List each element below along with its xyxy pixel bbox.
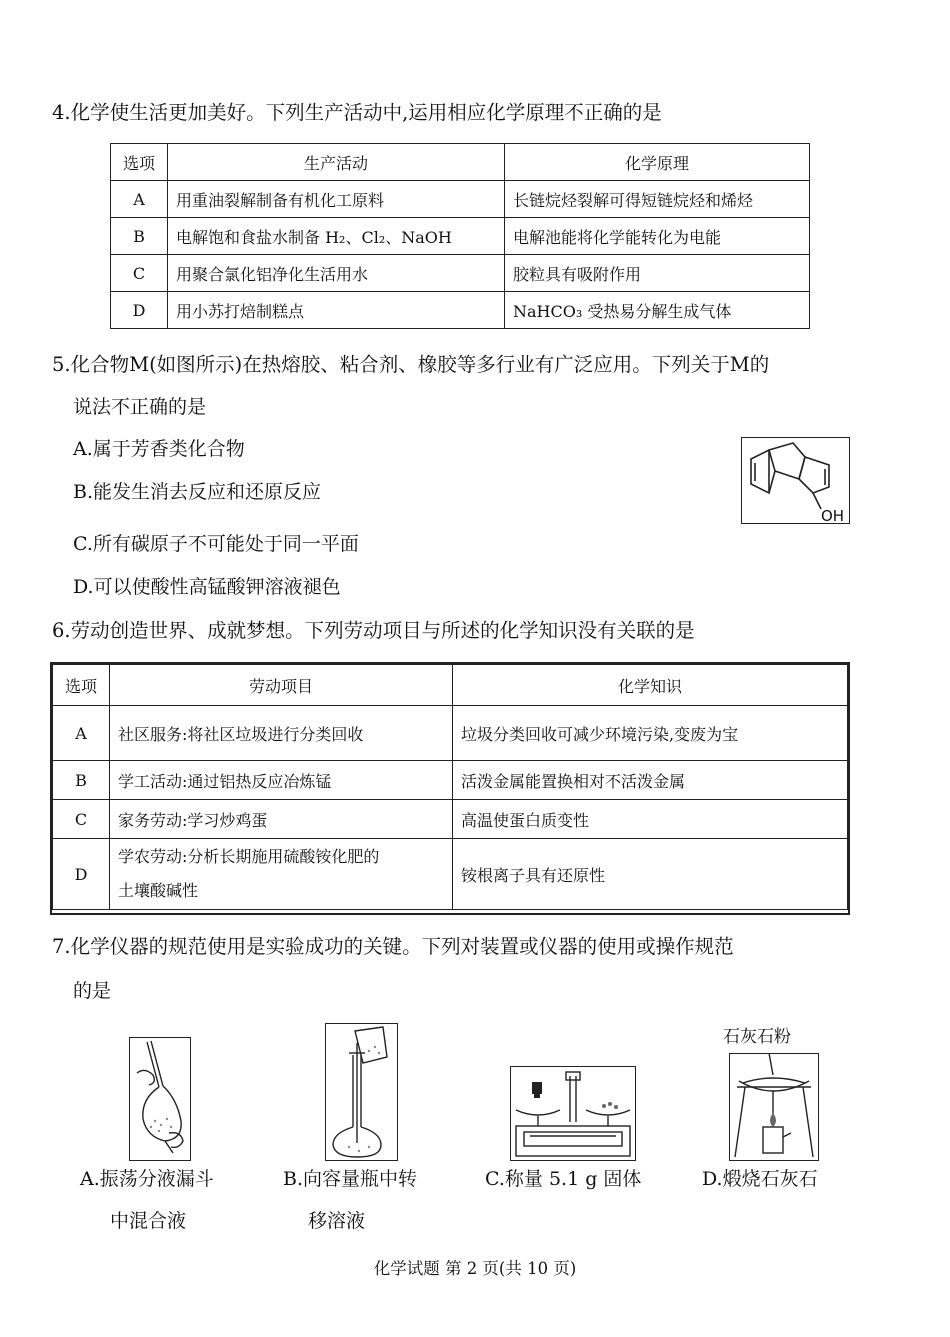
option-cell: C <box>111 255 168 292</box>
q7-option-d-line1: D.煅烧石灰石 <box>702 1168 818 1190</box>
activity-cell: 用小苏打焙制糕点 <box>168 292 505 329</box>
activity-cell: 用重油裂解制备有机化工原料 <box>168 181 505 218</box>
volumetric-flask-icon <box>325 1023 398 1161</box>
q5-option-a: A.属于芳香类化合物 <box>73 438 245 460</box>
header-cell: 选项 <box>111 144 168 181</box>
page-footer: 化学试题 第 2 页(共 10 页) <box>373 1259 577 1278</box>
option-cell: D <box>111 292 168 329</box>
option-cell: A <box>111 181 168 218</box>
q7-stem-line1: 7.化学仪器的规范使用是实验成功的关键。下列对装置或仪器的使用或操作规范 <box>52 935 734 958</box>
table-row <box>53 800 848 839</box>
q7-option-b-line1: B.向容量瓶中转 <box>283 1168 418 1190</box>
q4-stem: 4.化学使生活更加美好。下列生产活动中,运用相应化学原理不正确的是 <box>52 101 662 124</box>
knowledge-cell: 高温使蛋白质变性 <box>453 800 848 839</box>
option-cell: A <box>53 706 110 761</box>
q5-option-c: C.所有碳原子不可能处于同一平面 <box>73 533 359 555</box>
item-line: 学农劳动:分析长期施用硫酸铵化肥的 <box>118 847 380 866</box>
hydroxyl-label: OH <box>821 507 845 525</box>
header-cell: 选项 <box>53 665 110 706</box>
option-cell: B <box>111 218 168 255</box>
separatory-funnel-icon <box>129 1037 191 1161</box>
q7-stem-line2: 的是 <box>73 980 112 1002</box>
item-line: 土壤酸碱性 <box>118 881 199 900</box>
q5-stem-line1: 5.化合物M(如图所示)在热熔胶、粘合剂、橡胶等多行业有广泛应用。下列关于M的 <box>52 353 770 376</box>
q6-table <box>52 664 848 910</box>
q6-stem: 6.劳动创造世界、成就梦想。下列劳动项目与所述的化学知识没有关联的是 <box>52 619 695 642</box>
compound-m-structure-icon <box>741 437 850 524</box>
principle-cell: 长链烷烃裂解可得短链烷烃和烯烃 <box>505 181 810 218</box>
q5-option-b: B.能发生消去反应和还原反应 <box>73 481 322 503</box>
knowledge-cell: 活泼金属能置换相对不活泼金属 <box>453 761 848 800</box>
item-cell <box>110 839 453 910</box>
knowledge-cell: 垃圾分类回收可减少环境污染,变废为宝 <box>453 706 848 761</box>
table-row <box>111 255 810 292</box>
activity-cell: 电解饱和食盐水制备 H₂、Cl₂、NaOH <box>168 218 505 255</box>
table-row <box>53 706 848 761</box>
header-cell: 化学知识 <box>453 665 848 706</box>
principle-cell: NaHCO₃ 受热易分解生成气体 <box>505 292 810 329</box>
activity-cell: 用聚合氯化铝净化生活用水 <box>168 255 505 292</box>
tripod-crucible-icon <box>729 1053 819 1161</box>
option-cell: C <box>53 800 110 839</box>
table-row <box>111 144 810 181</box>
table-row <box>111 181 810 218</box>
item-cell: 家务劳动:学习炒鸡蛋 <box>110 800 453 839</box>
item-cell: 学工活动:通过铝热反应冶炼锰 <box>110 761 453 800</box>
q7-option-b-line2: 移溶液 <box>308 1210 366 1232</box>
table-row <box>111 292 810 329</box>
table-row <box>53 665 848 706</box>
item-cell: 社区服务:将社区垃圾进行分类回收 <box>110 706 453 761</box>
option-cell: B <box>53 761 110 800</box>
q7-option-c-line1: C.称量 5.1 g 固体 <box>485 1168 642 1190</box>
principle-cell: 胶粒具有吸附作用 <box>505 255 810 292</box>
q5-option-d: D.可以使酸性高锰酸钾溶液褪色 <box>73 576 341 598</box>
header-cell: 生产活动 <box>168 144 505 181</box>
limestone-label: 石灰石粉 <box>723 1027 791 1047</box>
q7-option-a-line2: 中混合液 <box>110 1210 187 1232</box>
header-cell: 化学原理 <box>505 144 810 181</box>
table-row <box>53 761 848 800</box>
q7-option-a-line1: A.振荡分液漏斗 <box>80 1168 214 1190</box>
q4-table <box>110 143 810 329</box>
option-cell: D <box>53 839 110 910</box>
header-cell: 劳动项目 <box>110 665 453 706</box>
knowledge-cell: 铵根离子具有还原性 <box>453 839 848 910</box>
balance-scale-icon <box>510 1066 636 1161</box>
principle-cell: 电解池能将化学能转化为电能 <box>505 218 810 255</box>
q5-stem-line2: 说法不正确的是 <box>73 396 207 418</box>
table-row <box>111 218 810 255</box>
table-row <box>53 839 848 910</box>
